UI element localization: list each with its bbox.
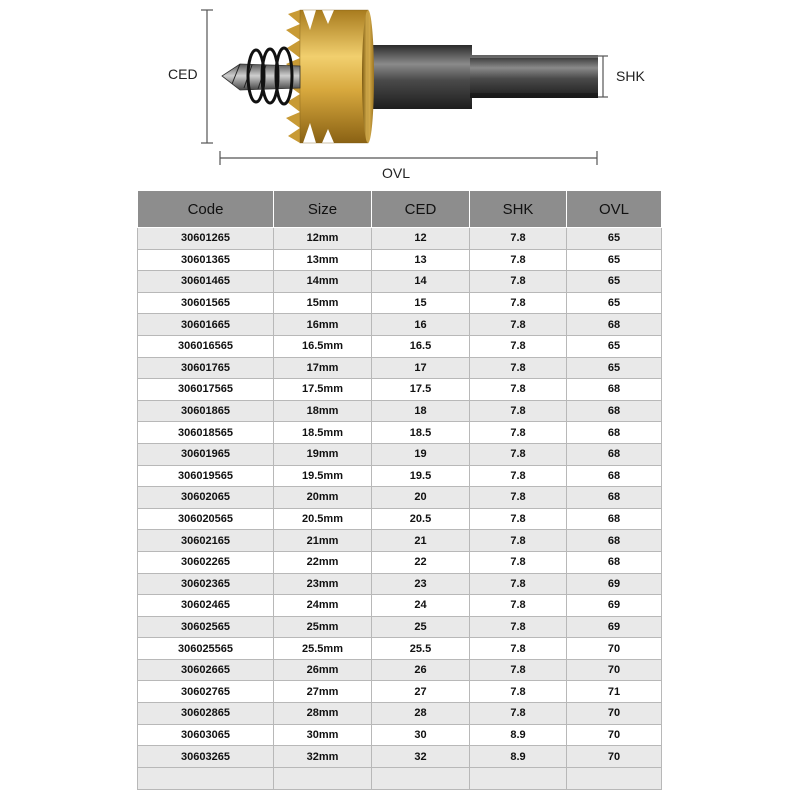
code-cell: 30602565 xyxy=(138,616,274,638)
code-cell: 30603065 xyxy=(138,724,274,746)
table-row xyxy=(138,465,662,487)
ovl-cell: 68 xyxy=(567,465,662,487)
ced-cell: 17 xyxy=(372,357,470,379)
code-cell: 30601265 xyxy=(138,228,274,250)
ced-cell: 26 xyxy=(372,659,470,681)
code-cell: 30601665 xyxy=(138,314,274,336)
code-cell: 30602365 xyxy=(138,573,274,595)
table-row xyxy=(138,508,662,530)
size-cell: 14mm xyxy=(274,271,372,293)
size-cell: 20.5mm xyxy=(274,508,372,530)
shk-cell: 7.8 xyxy=(470,443,567,465)
shk-cell: 7.8 xyxy=(470,487,567,509)
code-cell: 30601965 xyxy=(138,443,274,465)
shk-cell: 7.8 xyxy=(470,249,567,271)
code-cell: 30601365 xyxy=(138,249,274,271)
empty-cell xyxy=(470,767,567,789)
size-cell: 16mm xyxy=(274,314,372,336)
header-shk: SHK xyxy=(470,191,567,228)
ovl-cell: 65 xyxy=(567,228,662,250)
table-row xyxy=(138,681,662,703)
table-header xyxy=(138,191,662,228)
table-row xyxy=(138,228,662,250)
shk-cell: 7.8 xyxy=(470,314,567,336)
ced-cell: 28 xyxy=(372,703,470,725)
code-cell: 306017565 xyxy=(138,379,274,401)
shk-cell: 7.8 xyxy=(470,530,567,552)
ovl-cell: 70 xyxy=(567,746,662,768)
size-cell: 21mm xyxy=(274,530,372,552)
ovl-cell: 65 xyxy=(567,292,662,314)
table-row xyxy=(138,616,662,638)
shk-cell: 7.8 xyxy=(470,379,567,401)
size-cell: 12mm xyxy=(274,228,372,250)
ced-cell: 24 xyxy=(372,595,470,617)
size-cell: 24mm xyxy=(274,595,372,617)
ovl-cell: 68 xyxy=(567,443,662,465)
table-row xyxy=(138,271,662,293)
spec-table xyxy=(137,190,662,790)
code-cell: 30601765 xyxy=(138,357,274,379)
ced-cell: 16 xyxy=(372,314,470,336)
size-cell: 28mm xyxy=(274,703,372,725)
table-row xyxy=(138,314,662,336)
shk-cell: 8.9 xyxy=(470,746,567,768)
header-row xyxy=(138,191,662,228)
size-cell: 19.5mm xyxy=(274,465,372,487)
ced-cell: 19.5 xyxy=(372,465,470,487)
header-ovl: OVL xyxy=(567,191,662,228)
ovl-cell: 68 xyxy=(567,530,662,552)
code-cell: 30601465 xyxy=(138,271,274,293)
shank xyxy=(362,45,598,109)
code-cell: 30603265 xyxy=(138,746,274,768)
ced-cell: 27 xyxy=(372,681,470,703)
shk-cell: 7.8 xyxy=(470,573,567,595)
ced-cell: 15 xyxy=(372,292,470,314)
ced-cell: 30 xyxy=(372,724,470,746)
size-cell: 25mm xyxy=(274,616,372,638)
ovl-cell: 65 xyxy=(567,249,662,271)
code-cell: 306018565 xyxy=(138,422,274,444)
ced-cell: 32 xyxy=(372,746,470,768)
code-cell: 30601565 xyxy=(138,292,274,314)
ovl-cell: 68 xyxy=(567,508,662,530)
shk-cell: 7.8 xyxy=(470,681,567,703)
ovl-cell: 69 xyxy=(567,595,662,617)
ced-cell: 17.5 xyxy=(372,379,470,401)
code-cell: 306020565 xyxy=(138,508,274,530)
shk-cell: 7.8 xyxy=(470,659,567,681)
ced-cell: 23 xyxy=(372,573,470,595)
table-row xyxy=(138,400,662,422)
size-cell: 20mm xyxy=(274,487,372,509)
hole-saw-diagram xyxy=(0,0,800,190)
table-row xyxy=(138,573,662,595)
shk-cell: 7.8 xyxy=(470,335,567,357)
table-row xyxy=(138,379,662,401)
size-cell: 22mm xyxy=(274,551,372,573)
ced-cell: 22 xyxy=(372,551,470,573)
size-cell: 32mm xyxy=(274,746,372,768)
shk-cell: 7.8 xyxy=(470,357,567,379)
shk-cell: 7.8 xyxy=(470,508,567,530)
shk-cell: 7.8 xyxy=(470,616,567,638)
table-row xyxy=(138,659,662,681)
size-cell: 13mm xyxy=(274,249,372,271)
ovl-cell: 69 xyxy=(567,573,662,595)
table-row xyxy=(138,724,662,746)
table-row xyxy=(138,292,662,314)
size-cell: 16.5mm xyxy=(274,335,372,357)
ovl-cell: 70 xyxy=(567,638,662,660)
shk-cell: 7.8 xyxy=(470,465,567,487)
header-ced: CED xyxy=(372,191,470,228)
table-row xyxy=(138,335,662,357)
table-row xyxy=(138,551,662,573)
shk-label: SHK xyxy=(616,68,645,84)
code-cell: 30602465 xyxy=(138,595,274,617)
size-cell: 17.5mm xyxy=(274,379,372,401)
ovl-label: OVL xyxy=(382,165,411,181)
ced-cell: 18.5 xyxy=(372,422,470,444)
table-row xyxy=(138,638,662,660)
shk-dimension xyxy=(598,56,608,97)
ovl-cell: 70 xyxy=(567,724,662,746)
ced-cell: 12 xyxy=(372,228,470,250)
shk-cell: 7.8 xyxy=(470,228,567,250)
header-code: Code xyxy=(138,191,274,228)
ced-cell: 19 xyxy=(372,443,470,465)
ovl-cell: 68 xyxy=(567,314,662,336)
size-cell: 18.5mm xyxy=(274,422,372,444)
ced-cell: 16.5 xyxy=(372,335,470,357)
code-cell: 30601865 xyxy=(138,400,274,422)
shk-cell: 7.8 xyxy=(470,551,567,573)
size-cell: 25.5mm xyxy=(274,638,372,660)
size-cell: 19mm xyxy=(274,443,372,465)
hole-saw-drawing xyxy=(0,0,800,190)
size-cell: 26mm xyxy=(274,659,372,681)
ovl-cell: 65 xyxy=(567,335,662,357)
shk-cell: 7.8 xyxy=(470,422,567,444)
size-cell: 18mm xyxy=(274,400,372,422)
empty-cell xyxy=(274,767,372,789)
shk-cell: 7.8 xyxy=(470,400,567,422)
size-cell: 17mm xyxy=(274,357,372,379)
ced-cell: 14 xyxy=(372,271,470,293)
ovl-cell: 70 xyxy=(567,659,662,681)
shk-cell: 8.9 xyxy=(470,724,567,746)
code-cell: 30602165 xyxy=(138,530,274,552)
code-cell: 30602865 xyxy=(138,703,274,725)
ced-cell: 25 xyxy=(372,616,470,638)
shk-cell: 7.8 xyxy=(470,292,567,314)
size-cell: 30mm xyxy=(274,724,372,746)
ced-cell: 25.5 xyxy=(372,638,470,660)
header-size: Size xyxy=(274,191,372,228)
ovl-cell: 65 xyxy=(567,357,662,379)
table-row xyxy=(138,746,662,768)
ced-dimension xyxy=(201,10,213,143)
ced-cell: 18 xyxy=(372,400,470,422)
table-row xyxy=(138,249,662,271)
table-row xyxy=(138,443,662,465)
shk-cell: 7.8 xyxy=(470,595,567,617)
ovl-cell: 70 xyxy=(567,703,662,725)
ced-cell: 20.5 xyxy=(372,508,470,530)
shk-cell: 7.8 xyxy=(470,271,567,293)
ced-cell: 20 xyxy=(372,487,470,509)
shk-cell: 7.8 xyxy=(470,703,567,725)
table-row xyxy=(138,530,662,552)
ced-cell: 21 xyxy=(372,530,470,552)
code-cell: 306019565 xyxy=(138,465,274,487)
ovl-cell: 65 xyxy=(567,271,662,293)
empty-cell xyxy=(138,767,274,789)
ovl-cell: 68 xyxy=(567,379,662,401)
ovl-cell: 68 xyxy=(567,487,662,509)
ovl-cell: 68 xyxy=(567,422,662,444)
ced-label: CED xyxy=(168,66,198,82)
table-row xyxy=(138,422,662,444)
table-row xyxy=(138,357,662,379)
code-cell: 30602765 xyxy=(138,681,274,703)
table-row xyxy=(138,703,662,725)
ovl-cell: 71 xyxy=(567,681,662,703)
shk-cell: 7.8 xyxy=(470,638,567,660)
table-row-empty xyxy=(138,767,662,789)
code-cell: 306025565 xyxy=(138,638,274,660)
code-cell: 30602665 xyxy=(138,659,274,681)
table-row xyxy=(138,595,662,617)
table-row xyxy=(138,487,662,509)
table-body xyxy=(138,228,662,790)
code-cell: 30602265 xyxy=(138,551,274,573)
size-cell: 15mm xyxy=(274,292,372,314)
ovl-dimension xyxy=(220,151,597,165)
code-cell: 306016565 xyxy=(138,335,274,357)
empty-cell xyxy=(372,767,470,789)
code-cell: 30602065 xyxy=(138,487,274,509)
size-cell: 27mm xyxy=(274,681,372,703)
ced-cell: 13 xyxy=(372,249,470,271)
ovl-cell: 68 xyxy=(567,400,662,422)
ovl-cell: 69 xyxy=(567,616,662,638)
ovl-cell: 68 xyxy=(567,551,662,573)
size-cell: 23mm xyxy=(274,573,372,595)
empty-cell xyxy=(567,767,662,789)
